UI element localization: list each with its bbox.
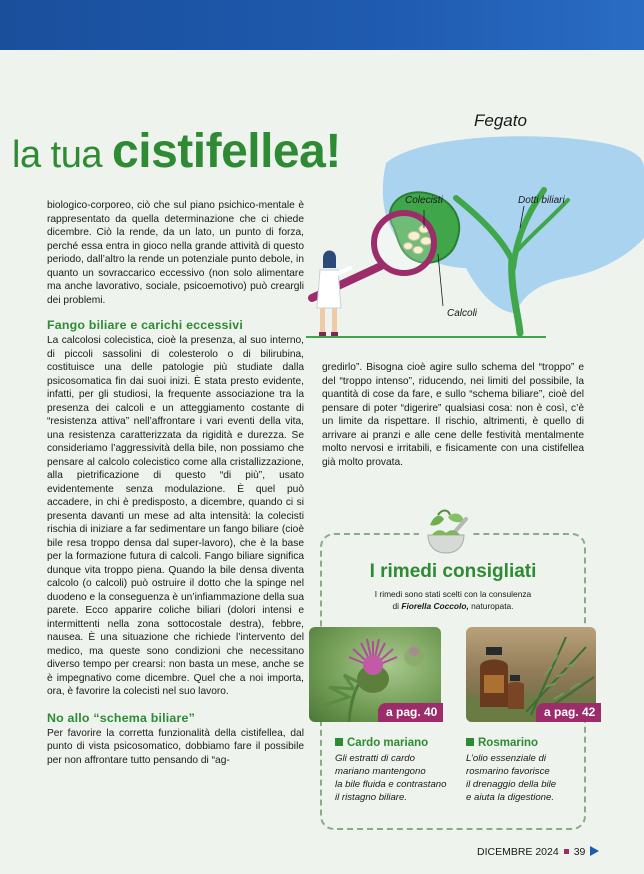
subtitle-line-2 <box>330 601 576 613</box>
desc-line: la bile fluida e contrastano <box>335 779 447 790</box>
header-band <box>0 0 644 50</box>
label-calcoli: Calcoli <box>447 308 478 319</box>
label-dotti-biliari: Dotti biliari <box>518 195 565 206</box>
consultant-name: Fiorella Coccolo, <box>401 600 469 611</box>
remedy-name-rosmarino <box>466 737 538 749</box>
remedy-name-cardo <box>335 737 428 749</box>
square-bullet-icon <box>466 738 474 746</box>
right-column <box>322 361 584 469</box>
desc-line: e aiuta la digestione. <box>466 792 555 803</box>
left-column <box>47 199 304 767</box>
subtitle-line-1: I rimedi sono stati scelti con la consulenza <box>374 589 532 599</box>
square-bullet-icon <box>335 738 343 746</box>
desc-line: il ristagno biliare. <box>335 792 407 803</box>
desc-line: rosmarino favorisce <box>466 766 550 777</box>
remedy-desc-rosmarino <box>466 752 588 804</box>
page-ref-cardo: a pag. 40 <box>378 703 443 722</box>
heading-fango-biliare: Fango biliare e carichi eccessivi <box>47 318 243 332</box>
intro-paragraph: biologico-corporeo, ciò che sul piano psichico-mentale è rappresentato da quella determinazione che ci chiede dicembre. Ciò la rende, da un lato, un punto di forza, perché essa entra in gioco nella grande attività di questo periodo, dall’altro la rende un potenziale punto debole, in quanto un sovraccarico eccessivo (non solo alimentare ma anche lavorativo, sociale, psicoemotivo) può creargli dei problemi. <box>47 200 304 306</box>
remedy-name-text: Rosmarino <box>478 737 539 749</box>
footer-dot-icon <box>564 849 569 854</box>
desc-line: L’olio essenziale di <box>466 753 547 764</box>
next-page-arrow-icon[interactable] <box>590 846 599 856</box>
remedy-desc-cardo <box>335 752 457 804</box>
mortar-herbs-icon <box>418 505 474 561</box>
subtitle-prefix: di <box>392 600 402 611</box>
remedy-name-text: Cardo mariano <box>347 737 429 749</box>
remedies-subtitle <box>330 589 576 612</box>
section2-paragraph: Per favorire la corretta funzionalità della cistifellea, dal punto di vista psicosomatico, dobbiamo fare il possibile per non affrontare tutto pensando di “ag- <box>47 727 304 766</box>
desc-line: Gli estratti di cardo <box>335 753 415 764</box>
heading-schema-biliare: No allo “schema biliare” <box>47 710 196 725</box>
page-title <box>12 125 341 178</box>
figure-title: Fegato <box>474 111 527 130</box>
label-colecisti: Colecisti <box>405 195 443 206</box>
desc-line: il drenaggio della bile <box>466 779 557 790</box>
page-ref-rosmarino: a pag. 42 <box>536 703 601 722</box>
page-footer <box>477 846 585 858</box>
right-paragraph: gredirlo”. Bisogna cioè agire sullo schema del “troppo” e del “troppo intenso”, riducendo, nei limiti del possibile, la quantità di cose da fare, e sullo “schema biliare”, cioè del pensare di poter “digerire” qualsiasi cosa: non è così, c’è un limite da rispettare. Il rischio, altrimenti, è quello di arrivare ai pranzi e alle cene delle festività mentalmente molto nervosi e irritabili, e fisicamente con una cistifellea già molto provata. <box>322 362 584 468</box>
subtitle-suffix: naturopata. <box>468 600 514 611</box>
footer-issue: DICEMBRE 2024 <box>477 846 559 858</box>
title-part-small: la tua <box>12 134 113 176</box>
footer-page-number: 39 <box>573 846 586 858</box>
desc-line: mariano mantengono <box>335 766 426 777</box>
title-part-large: cistifellea! <box>112 125 341 178</box>
section1-paragraph: La calcolosi colecistica, cioè la presenza, al suo interno, di piccoli sassolini di colesterolo o di bilirubina, costituisce una delle patologie più studiate dalla psicosomatica fin dai suoi inizi. È stata presto evidente, infatti, per gli studiosi, la frequente associazione tra la presenza dei calcoli e un atteggiamento costante di “resistenza attiva” nell’affrontare i vari eventi della vita, una resistenza caratterizzata da rigidità e durezza. Se consideriamo l’aggressività della bile, non possiamo che pensare al calcolo colecistico come alla cristallizzazione, alla pietrificazione di questo “di più”, usato evidentemente senza modulazione. È quel può accadere, in chi è predisposto, a dicembre, quando ci si presenta davanti un mese ad alta intensità: la colecisti rischia di iniziare a far sedimentare un fango biliare (cioè bile resa troppo densa dal super-lavoro), che è la base per la formazione futura di calcoli. Fango biliare significa dunque vita troppo piena. Quando la bile densa diventa calcolo (o calcoli) può ostruire il dotto che la spinge nel duodeno e la conseguenza è un’infiammazione della sua parete. Ecco apparire coliche biliari (dolori intensi e intermittenti nella zona sottocostale destra), febbre, nausea. È una situazione che richiede l’intervento del medico, ma queste sono condizioni che necessitano diverso tempo per crearsi: non basta un mese, anche se è impegnativo come dicembre. Quel che a noi importa, ora, è favorire la colecisti nel suo lavoro. <box>47 335 304 697</box>
remedies-title: I rimedi consigliati <box>369 561 537 582</box>
doctor-figure <box>317 251 350 337</box>
